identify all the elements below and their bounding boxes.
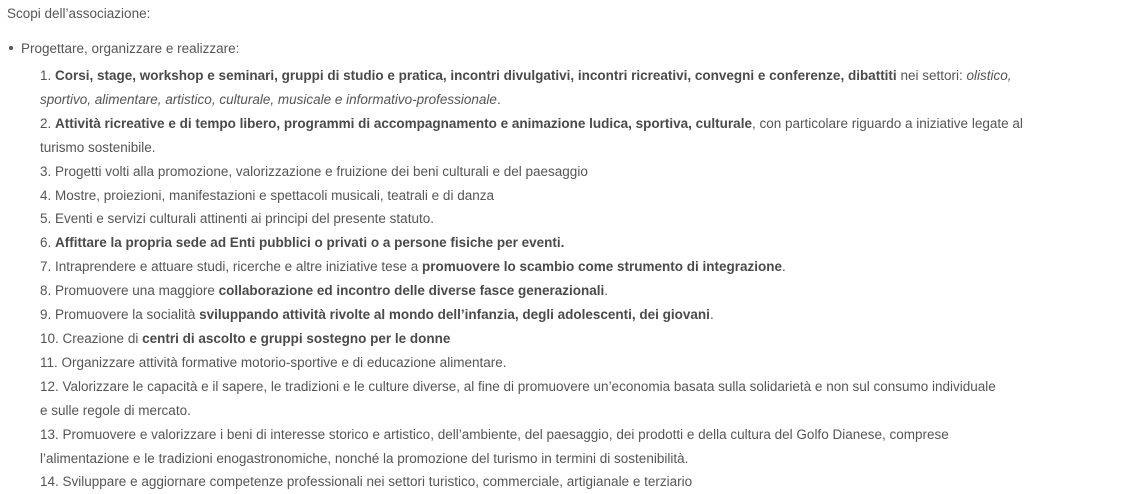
list-item [40, 327, 1140, 351]
bullet-label: Progettare, organizzare e realizzare: [21, 41, 240, 56]
list-item-line [40, 447, 1140, 471]
item-text-segment: , con particolare riguardo a iniziative legate al [751, 115, 1023, 131]
item-text-segment: . [496, 91, 501, 107]
list-item-line [40, 399, 1140, 423]
list-item [40, 375, 1140, 423]
list-item-line [40, 327, 1140, 351]
list-item [40, 64, 1140, 112]
item-text-segment: Affittare la propria sede ad Enti pubblici o privati o a persone fisiche per eventi. [55, 235, 565, 251]
list-item-line [40, 88, 1140, 112]
section-heading: Scopi dell’associazione: [7, 6, 151, 21]
item-text-segment: nei settori: [896, 68, 967, 83]
item-text-segment: . [782, 259, 786, 275]
list-item [40, 184, 1140, 208]
list-item [40, 470, 1140, 494]
list-item-line [40, 303, 1140, 327]
item-text-segment: . [604, 283, 608, 299]
item-text-segment: l’alimentazione e le tradizioni enogastronomiche, nonché la promozione del turismo in termini di sostenibilità. [40, 450, 689, 466]
list-item-line [40, 64, 1140, 88]
list-item-line [40, 255, 1140, 279]
item-text-segment: Corsi, stage, workshop e seminari, gruppi di studio e pratica, incontri divulgativi, incontri ricreativi, convegni e conferenze, dibattiti [55, 68, 897, 83]
list-item [40, 255, 1140, 279]
item-text-segment: olistico, [966, 68, 1012, 83]
list-item [40, 231, 1140, 255]
item-text-segment: Sviluppare e aggiornare competenze professionali nei settori turistico, commerciale, artigianale e terziario [62, 474, 693, 490]
list-item-line [40, 470, 1140, 494]
list-item [40, 112, 1140, 160]
item-text-segment: turismo sostenibile. [40, 139, 156, 155]
item-text-segment: sportivo, alimentare, artistico, culturale, musicale e informativo-professionale [40, 91, 497, 107]
list-item-number: 1. [40, 68, 56, 83]
item-text-segment: Promuovere una maggiore [55, 283, 219, 299]
list-item [40, 207, 1140, 231]
list-item-number: 8. [40, 283, 56, 299]
list-item-line [40, 279, 1140, 303]
list-item-number: 7. [40, 259, 56, 275]
list-item [40, 279, 1140, 303]
item-text-segment: Promuovere e valorizzare i beni di interesse storico e artistico, dell’ambiente, del paesaggio, dei prodotti e della cultura del Golfo Dianese, comprese [62, 426, 949, 442]
list-item-line [40, 351, 1140, 375]
item-text-segment: Mostre, proiezioni, manifestazioni e spettacoli musicali, teatrali e di danza [55, 187, 494, 203]
list-item-line [40, 231, 1140, 255]
list-item [40, 303, 1140, 327]
item-text-segment: Promuovere la socialità [55, 307, 200, 323]
bullet-dot-icon [9, 46, 13, 50]
item-text-segment: e sulle regole di mercato. [40, 402, 191, 418]
item-text-segment: centri di ascolto e gruppi sostegno per le donne [142, 330, 451, 346]
item-text-segment: . [709, 307, 714, 323]
list-item-number: 2. [40, 115, 56, 131]
item-text-segment: Attività ricreative e di tempo libero, programmi di accompagnamento e animazione ludica, sportiva, culturale [55, 115, 752, 131]
list-item-number: 11. [40, 354, 62, 370]
list-item-line [40, 112, 1140, 136]
bullet-item [7, 39, 239, 59]
item-text-segment: Organizzare attività formative motorio-sportive e di educazione alimentare. [61, 354, 507, 370]
list-item-number: 10. [40, 330, 63, 346]
list-item-line [40, 184, 1140, 208]
list-item-line [40, 375, 1140, 399]
list-item [40, 160, 1140, 184]
purposes-list [40, 64, 1140, 494]
list-item-line [40, 160, 1140, 184]
item-text-segment: promuovere lo scambio come strumento di integrazione [421, 259, 783, 275]
item-text-segment: Valorizzare le capacità e il sapere, le tradizioni e le culture diverse, al fine di promuovere un’economia basata sulla solidarietà e non sul consumo individuale [62, 378, 996, 394]
list-item-line [40, 207, 1140, 231]
list-item-line [40, 423, 1140, 447]
item-text-segment: collaborazione ed incontro delle diverse fasce generazionali [218, 283, 605, 299]
item-text-segment: Creazione di [62, 330, 143, 346]
list-item-number: 4. [40, 187, 56, 203]
list-item-number: 14. [40, 474, 63, 490]
list-item [40, 351, 1140, 375]
item-text-segment: Eventi e servizi culturali attinenti ai principi del presente statuto. [55, 211, 434, 227]
item-text-segment: Progetti volti alla promozione, valorizzazione e fruizione dei beni culturali e del paesaggio [55, 163, 588, 179]
list-item-number: 12. [40, 378, 63, 394]
list-item-number: 9. [40, 307, 56, 323]
item-text-segment: Intraprendere e attuare studi, ricerche e altre iniziative tese a [55, 259, 422, 275]
list-item-number: 6. [40, 235, 56, 251]
list-item-number: 5. [40, 211, 56, 227]
list-item-line [40, 136, 1140, 160]
item-text-segment: sviluppando attività rivolte al mondo dell’infanzia, degli adolescenti, dei giovani [199, 307, 710, 323]
list-item [40, 423, 1140, 471]
list-item-number: 13. [40, 426, 63, 442]
list-item-number: 3. [40, 163, 56, 179]
